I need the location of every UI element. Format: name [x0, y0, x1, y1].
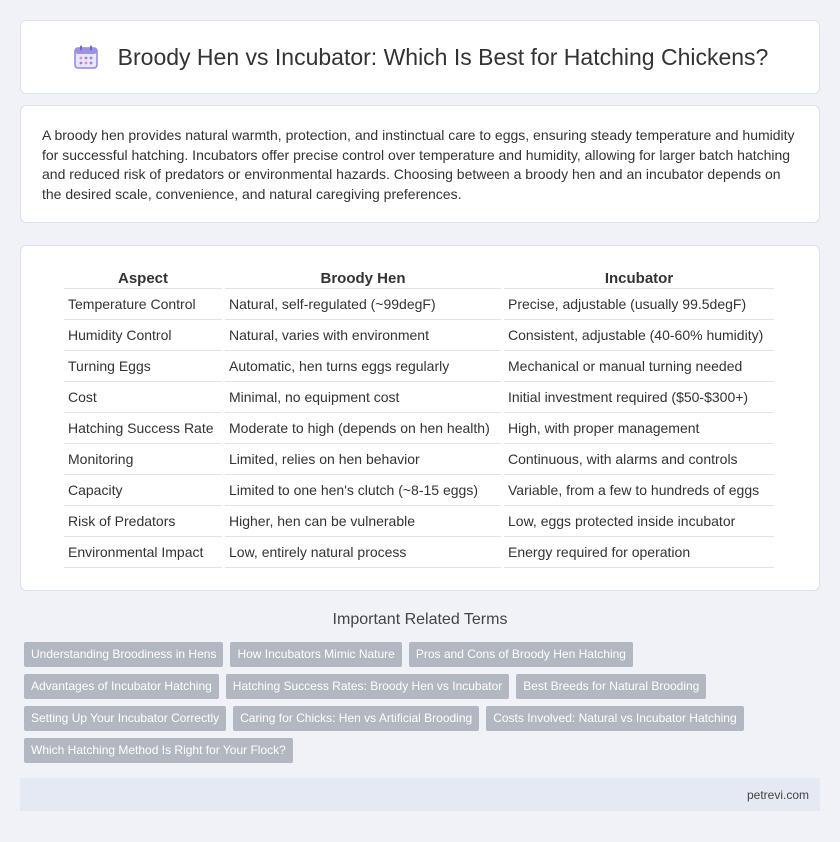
cell-broody-hen: Moderate to high (depends on hen health) — [225, 413, 501, 444]
related-term-tag[interactable]: Best Breeds for Natural Brooding — [516, 674, 706, 699]
header-aspect: Aspect — [64, 264, 222, 289]
cell-incubator: Energy required for operation — [504, 537, 774, 568]
table-row — [64, 351, 774, 382]
header-broody-hen: Broody Hen — [225, 264, 501, 289]
cell-incubator: Precise, adjustable (usually 99.5degF) — [504, 289, 774, 320]
cell-broody-hen: Natural, varies with environment — [225, 320, 501, 351]
related-term-tag[interactable]: Setting Up Your Incubator Correctly — [24, 706, 226, 731]
table-row — [64, 506, 774, 537]
cell-aspect: Risk of Predators — [64, 506, 222, 537]
cell-aspect: Hatching Success Rate — [64, 413, 222, 444]
table-row — [64, 289, 774, 320]
table-row — [64, 413, 774, 444]
intro-paragraph: A broody hen provides natural warmth, protection, and instinctual care to eggs, ensuring steady temperature and humidity for successful hatching. Incubators offer precise control over temperature and humidity, allowing for larger batch hatching and reduced risk of predators or environmental hazards. Choosing between a broody hen and an incubator depends on the desired scale, convenience, and natural caregiving preferences. — [42, 127, 795, 202]
cell-aspect: Environmental Impact — [64, 537, 222, 568]
footer — [20, 778, 820, 811]
cell-incubator: Variable, from a few to hundreds of eggs — [504, 475, 774, 506]
intro-card — [20, 105, 820, 223]
table-header-row — [64, 264, 774, 289]
cell-incubator: Mechanical or manual turning needed — [504, 351, 774, 382]
table-row — [64, 475, 774, 506]
table-row — [64, 320, 774, 351]
calendar-icon — [72, 43, 100, 71]
related-term-tag[interactable]: Caring for Chicks: Hen vs Artificial Brooding — [233, 706, 479, 731]
table-body — [64, 289, 774, 568]
related-term-tag[interactable]: Pros and Cons of Broody Hen Hatching — [409, 642, 633, 667]
cell-incubator: Low, eggs protected inside incubator — [504, 506, 774, 537]
header-incubator: Incubator — [504, 264, 774, 289]
header-card — [20, 20, 820, 94]
cell-aspect: Humidity Control — [64, 320, 222, 351]
comparison-card — [20, 245, 820, 591]
related-term-tag[interactable]: Costs Involved: Natural vs Incubator Hatching — [486, 706, 743, 731]
page-title: Broody Hen vs Incubator: Which Is Best for Hatching Chickens? — [117, 43, 769, 70]
cell-broody-hen: Automatic, hen turns eggs regularly — [225, 351, 501, 382]
comparison-table — [61, 264, 777, 568]
table-row — [64, 382, 774, 413]
related-term-tag[interactable]: Which Hatching Method Is Right for Your Flock? — [24, 738, 293, 763]
related-terms-list — [24, 642, 804, 763]
cell-broody-hen: Natural, self-regulated (~99degF) — [225, 289, 501, 320]
cell-aspect: Capacity — [64, 475, 222, 506]
related-term-tag[interactable]: Hatching Success Rates: Broody Hen vs Incubator — [226, 674, 509, 699]
cell-aspect: Turning Eggs — [64, 351, 222, 382]
related-term-tag[interactable]: Understanding Broodiness in Hens — [24, 642, 223, 667]
cell-incubator: Continuous, with alarms and controls — [504, 444, 774, 475]
cell-incubator: Initial investment required ($50-$300+) — [504, 382, 774, 413]
related-term-tag[interactable]: How Incubators Mimic Nature — [230, 642, 401, 667]
cell-broody-hen: Higher, hen can be vulnerable — [225, 506, 501, 537]
table-row — [64, 444, 774, 475]
table-row — [64, 537, 774, 568]
cell-broody-hen: Limited to one hen's clutch (~8-15 eggs) — [225, 475, 501, 506]
cell-incubator: High, with proper management — [504, 413, 774, 444]
cell-aspect: Temperature Control — [64, 289, 222, 320]
cell-aspect: Monitoring — [64, 444, 222, 475]
related-terms-title: Important Related Terms — [332, 611, 508, 628]
header — [72, 43, 769, 71]
footer-site: petrevi.com — [746, 787, 809, 802]
cell-broody-hen: Minimal, no equipment cost — [225, 382, 501, 413]
cell-aspect: Cost — [64, 382, 222, 413]
related-term-tag[interactable]: Advantages of Incubator Hatching — [24, 674, 219, 699]
cell-broody-hen: Limited, relies on hen behavior — [225, 444, 501, 475]
cell-broody-hen: Low, entirely natural process — [225, 537, 501, 568]
cell-incubator: Consistent, adjustable (40-60% humidity) — [504, 320, 774, 351]
